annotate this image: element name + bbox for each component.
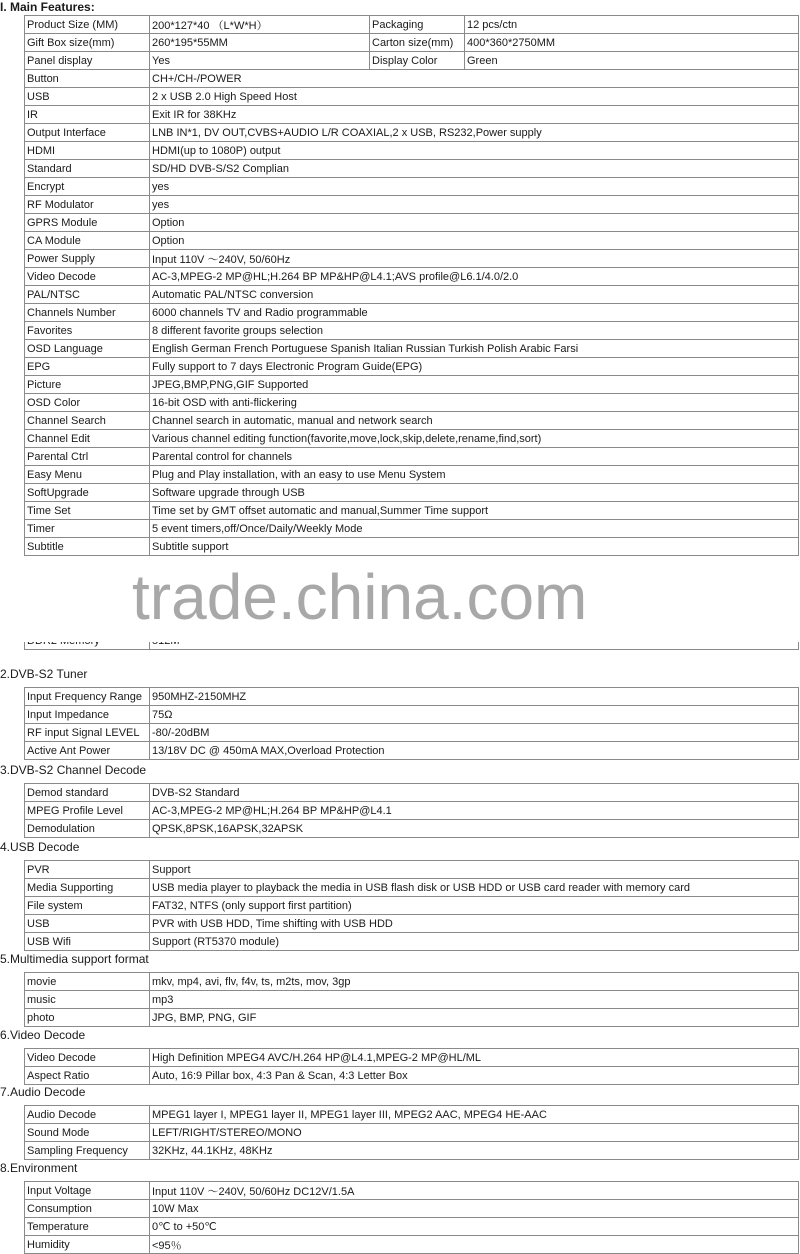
- spec-value: Input 110V ～240V, 50/60Hz DC12V/1.5A: [150, 1182, 799, 1200]
- spec-value: 6000 channels TV and Radio programmable: [150, 304, 799, 322]
- spec-label: Demod standard: [25, 784, 150, 802]
- table-row: [25, 16, 799, 34]
- table-row: [25, 394, 799, 412]
- main-features-table: [24, 15, 799, 70]
- spec-label: Input Frequency Range: [25, 688, 150, 706]
- table-row: [25, 268, 799, 286]
- table-row: [25, 1009, 799, 1027]
- spec-value: mp3: [150, 991, 799, 1009]
- spec-label: Panel display: [25, 52, 150, 70]
- table-row: [25, 1067, 799, 1085]
- section-table: [24, 687, 799, 760]
- spec-value: Support (RT5370 module): [150, 933, 799, 951]
- table-row: [25, 412, 799, 430]
- spec-label: Video Decode: [25, 268, 150, 286]
- spec-label: Input Impedance: [25, 706, 150, 724]
- table-row: [25, 250, 799, 268]
- table-row: [25, 1124, 799, 1142]
- table-row: [25, 1182, 799, 1200]
- spec-value: USB media player to playback the media in USB flash disk or USB HDD or USB card reader with memory card: [150, 879, 799, 897]
- spec-value: CH+/CH-/POWER: [150, 70, 799, 88]
- table-row: [25, 879, 799, 897]
- section-heading: 2.DVB-S2 Tuner: [0, 667, 88, 681]
- table-row: [25, 706, 799, 724]
- spec-label: Easy Menu: [25, 466, 150, 484]
- spec-label: Active Ant Power: [25, 742, 150, 760]
- spec-value: 260*195*55MM: [150, 34, 370, 52]
- table-row: [25, 933, 799, 951]
- table-row: [25, 322, 799, 340]
- table-row: [25, 466, 799, 484]
- spec-value: 75Ω: [150, 706, 799, 724]
- table-row: [25, 1218, 799, 1236]
- spec-label: Gift Box size(mm): [25, 34, 150, 52]
- table-row: [25, 915, 799, 933]
- spec-label: movie: [25, 973, 150, 991]
- table-row: [25, 820, 799, 838]
- section-table: [24, 972, 799, 1027]
- table-row: [25, 802, 799, 820]
- section-table: [24, 783, 799, 838]
- table-row: [25, 784, 799, 802]
- table-row: [25, 70, 799, 88]
- section-heading: 4.USB Decode: [0, 840, 80, 854]
- section-heading: 6.Video Decode: [0, 1028, 86, 1042]
- spec-label: USB: [25, 915, 150, 933]
- section-heading: 5.Multimedia support format: [0, 952, 149, 966]
- spec-label: Subtitle: [25, 538, 150, 556]
- spec-label: Channels Number: [25, 304, 150, 322]
- table-row: [25, 1142, 799, 1160]
- spec-value: 200*127*40 （L*W*H）: [150, 16, 370, 34]
- section-table: [24, 1181, 799, 1254]
- spec-value: Time set by GMT offset automatic and manual,Summer Time support: [150, 502, 799, 520]
- spec-label: Favorites: [25, 322, 150, 340]
- spec-label: USB Wifi: [25, 933, 150, 951]
- spec-label: Power Supply: [25, 250, 150, 268]
- section-heading: 7.Audio Decode: [0, 1085, 86, 1099]
- table-row: [25, 124, 799, 142]
- spec-label: Display Color: [370, 52, 465, 70]
- table-row: [25, 34, 799, 52]
- spec-label: Humidity: [25, 1236, 150, 1254]
- table-row: [25, 861, 799, 879]
- table-row: [25, 484, 799, 502]
- spec-label: Parental Ctrl: [25, 448, 150, 466]
- section-table: [24, 860, 799, 951]
- spec-value: QPSK,8PSK,16APSK,32APSK: [150, 820, 799, 838]
- table-row: [25, 232, 799, 250]
- spec-value: FAT32, NTFS (only support first partition): [150, 897, 799, 915]
- table-row: [25, 897, 799, 915]
- spec-value: AC-3,MPEG-2 MP@HL;H.264 BP MP&HP@L4.1;AVS profile@L6.1/4.0/2.0: [150, 268, 799, 286]
- spec-value: LEFT/RIGHT/STEREO/MONO: [150, 1124, 799, 1142]
- spec-value: English German French Portuguese Spanish Italian Russian Turkish Polish Arabic Farsi: [150, 340, 799, 358]
- spec-value: LNB IN*1, DV OUT,CVBS+AUDIO L/R COAXIAL,2 x USB, RS232,Power supply: [150, 124, 799, 142]
- spec-value: 16-bit OSD with anti-flickering: [150, 394, 799, 412]
- spec-label: HDMI: [25, 142, 150, 160]
- table-row: [25, 376, 799, 394]
- spec-label: Time Set: [25, 502, 150, 520]
- spec-label: MPEG Profile Level: [25, 802, 150, 820]
- spec-label: Sound Mode: [25, 1124, 150, 1142]
- spec-value: -80/-20dBM: [150, 724, 799, 742]
- section-heading: 8.Environment: [0, 1161, 78, 1175]
- spec-value: Channel search in automatic, manual and network search: [150, 412, 799, 430]
- spec-value: Input 110V ～240V, 50/60Hz: [150, 250, 799, 268]
- spec-value: JPG, BMP, PNG, GIF: [150, 1009, 799, 1027]
- spec-label: Button: [25, 70, 150, 88]
- spec-label: photo: [25, 1009, 150, 1027]
- spec-label: Output Interface: [25, 124, 150, 142]
- spec-label: Media Supporting: [25, 879, 150, 897]
- table-row: [25, 304, 799, 322]
- spec-value: Green: [465, 52, 799, 70]
- spec-label: RF Modulator: [25, 196, 150, 214]
- spec-label: Standard: [25, 160, 150, 178]
- main-features-heading: I. Main Features:: [0, 0, 95, 14]
- table-row: [25, 1200, 799, 1218]
- table-row: [25, 430, 799, 448]
- spec-value: yes: [150, 196, 799, 214]
- spec-label: IR: [25, 106, 150, 124]
- spec-label: Encrypt: [25, 178, 150, 196]
- spec-label: EPG: [25, 358, 150, 376]
- spec-value: Subtitle support: [150, 538, 799, 556]
- spec-value: High Definition MPEG4 AVC/H.264 HP@L4.1,MPEG-2 MP@HL/ML: [150, 1049, 799, 1067]
- spec-value: Parental control for channels: [150, 448, 799, 466]
- table-row: [25, 1049, 799, 1067]
- spec-value: 2 x USB 2.0 High Speed Host: [150, 88, 799, 106]
- table-row: [25, 106, 799, 124]
- spec-label: OSD Color: [25, 394, 150, 412]
- spec-value: AC-3,MPEG-2 MP@HL;H.264 BP MP&HP@L4.1: [150, 802, 799, 820]
- spec-label: File system: [25, 897, 150, 915]
- spec-value: mkv, mp4, avi, flv, f4v, ts, m2ts, mov, 3gp: [150, 973, 799, 991]
- table-row: [25, 340, 799, 358]
- spec-label: Aspect Ratio: [25, 1067, 150, 1085]
- spec-value: 32KHz, 44.1KHz, 48KHz: [150, 1142, 799, 1160]
- spec-value: DVB-S2 Standard: [150, 784, 799, 802]
- spec-value: yes: [150, 178, 799, 196]
- table-row: [25, 214, 799, 232]
- spec-label: Channel Edit: [25, 430, 150, 448]
- spec-value: Various channel editing function(favorite,move,lock,skip,delete,rename,find,sort): [150, 430, 799, 448]
- spec-label: RF input Signal LEVEL: [25, 724, 150, 742]
- spec-value: 12 pcs/ctn: [465, 16, 799, 34]
- spec-value: HDMI(up to 1080P) output: [150, 142, 799, 160]
- spec-label: Timer: [25, 520, 150, 538]
- spec-value: 8 different favorite groups selection: [150, 322, 799, 340]
- spec-value: 5 event timers,off/Once/Daily/Weekly Mode: [150, 520, 799, 538]
- table-row: [25, 724, 799, 742]
- spec-value: Automatic PAL/NTSC conversion: [150, 286, 799, 304]
- spec-value: Auto, 16:9 Pillar box, 4:3 Pan & Scan, 4:3 Letter Box: [150, 1067, 799, 1085]
- spec-value: <95％: [150, 1236, 799, 1254]
- spec-value: Software upgrade through USB: [150, 484, 799, 502]
- table-row: [25, 142, 799, 160]
- spec-label: USB: [25, 88, 150, 106]
- table-row: [25, 448, 799, 466]
- spec-label: OSD Language: [25, 340, 150, 358]
- table-row: [25, 178, 799, 196]
- spec-label: music: [25, 991, 150, 1009]
- table-row: [25, 286, 799, 304]
- spec-label: PVR: [25, 861, 150, 879]
- table-row: [25, 688, 799, 706]
- spec-label: Sampling Frequency: [25, 1142, 150, 1160]
- table-row: [25, 196, 799, 214]
- spec-label: Temperature: [25, 1218, 150, 1236]
- spec-value: 400*360*2750MM: [465, 34, 799, 52]
- spec-value: 10W Max: [150, 1200, 799, 1218]
- spec-value: 0℃ to +50℃: [150, 1218, 799, 1236]
- table-row: [25, 973, 799, 991]
- table-row: [25, 358, 799, 376]
- spec-label: Carton size(mm): [370, 34, 465, 52]
- spec-value: 950MHZ-2150MHZ: [150, 688, 799, 706]
- table-row: [25, 520, 799, 538]
- spec-value: JPEG,BMP,PNG,GIF Supported: [150, 376, 799, 394]
- spec-value: 13/18V DC @ 450mA MAX,Overload Protection: [150, 742, 799, 760]
- spec-label: Audio Decode: [25, 1106, 150, 1124]
- spec-label: SoftUpgrade: [25, 484, 150, 502]
- spec-label: Video Decode: [25, 1049, 150, 1067]
- spec-label: Input Voltage: [25, 1182, 150, 1200]
- spec-value: Exit IR for 38KHz: [150, 106, 799, 124]
- table-row: [25, 52, 799, 70]
- spec-label: Product Size (MM): [25, 16, 150, 34]
- spec-value: PVR with USB HDD, Time shifting with USB HDD: [150, 915, 799, 933]
- spec-label: Picture: [25, 376, 150, 394]
- spec-value: MPEG1 layer I, MPEG1 layer II, MPEG1 layer III, MPEG2 AAC, MPEG4 HE-AAC: [150, 1106, 799, 1124]
- spec-value: Support: [150, 861, 799, 879]
- spec-label: Demodulation: [25, 820, 150, 838]
- table-row: [25, 1106, 799, 1124]
- spec-label: PAL/NTSC: [25, 286, 150, 304]
- spec-value: Fully support to 7 days Electronic Program Guide(EPG): [150, 358, 799, 376]
- spec-label: Packaging: [370, 16, 465, 34]
- spec-label: Channel Search: [25, 412, 150, 430]
- table-row: [25, 502, 799, 520]
- table-row: [25, 160, 799, 178]
- spec-label: GPRS Module: [25, 214, 150, 232]
- spec-value: Option: [150, 232, 799, 250]
- spec-value: Yes: [150, 52, 370, 70]
- section-table: [24, 1048, 799, 1085]
- section-table: [24, 1105, 799, 1160]
- section-heading: 3.DVB-S2 Channel Decode: [0, 763, 147, 777]
- spec-label: Consumption: [25, 1200, 150, 1218]
- spec-value: Plug and Play installation, with an easy to use Menu System: [150, 466, 799, 484]
- spec-value: Option: [150, 214, 799, 232]
- spec-label: CA Module: [25, 232, 150, 250]
- table-row: [25, 991, 799, 1009]
- table-row: [25, 742, 799, 760]
- table-row: [25, 538, 799, 556]
- table-row: [25, 88, 799, 106]
- watermark: trade.china.com: [132, 561, 588, 633]
- spec-value: SD/HD DVB-S/S2 Complian: [150, 160, 799, 178]
